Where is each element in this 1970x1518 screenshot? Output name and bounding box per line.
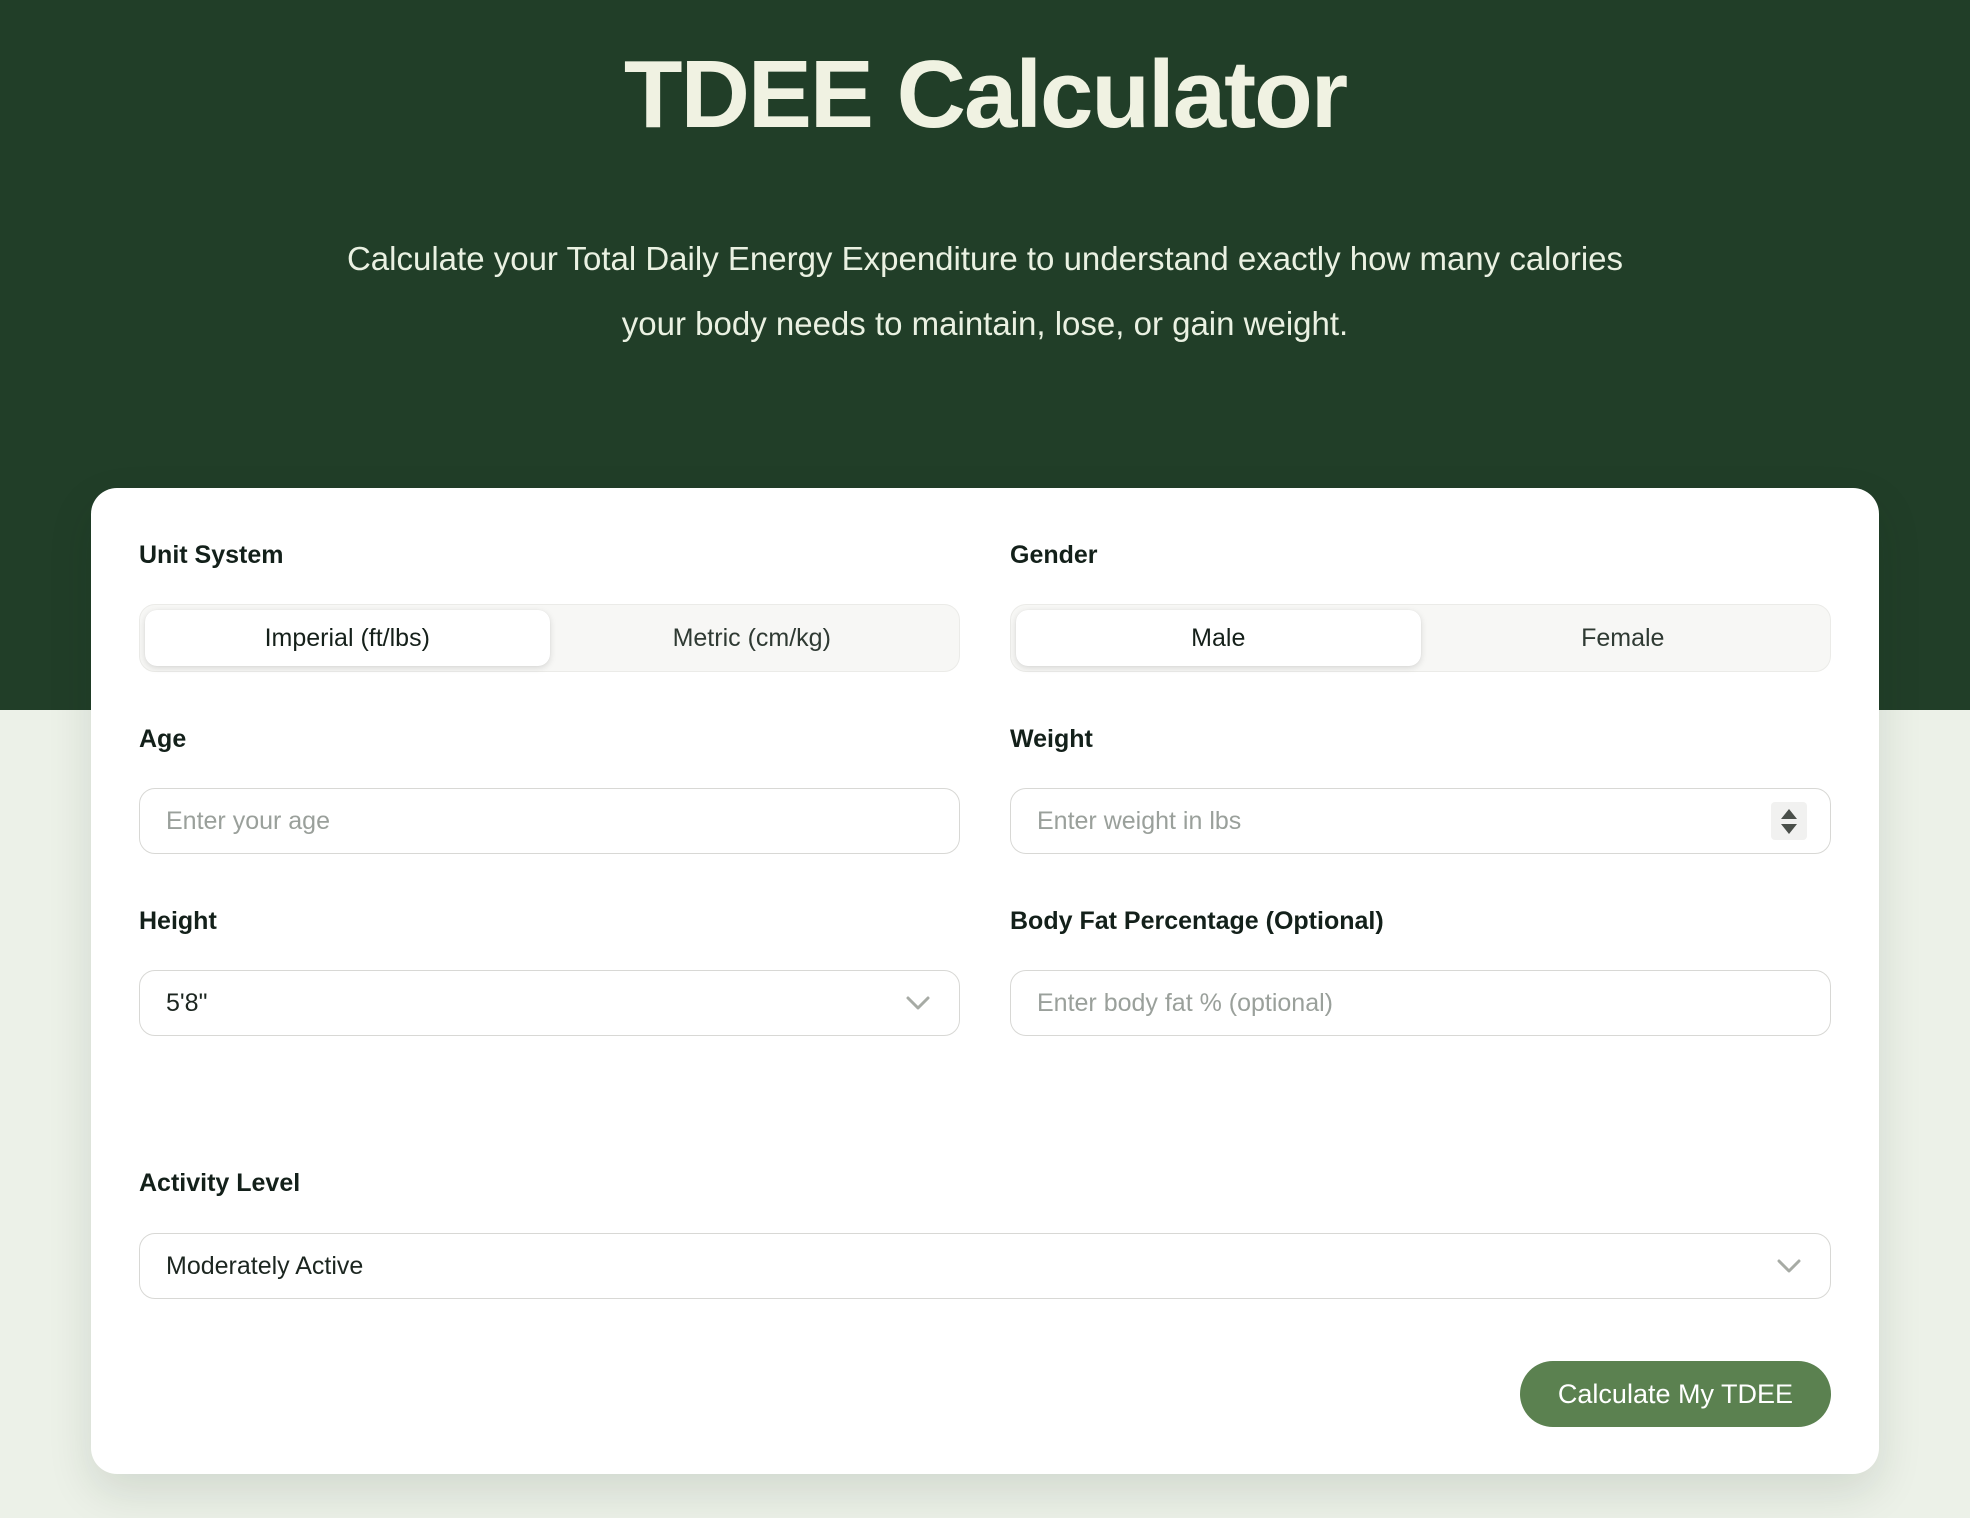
gender-label: Gender	[1010, 541, 1098, 569]
gender-group	[1010, 543, 1831, 672]
age-group	[139, 727, 960, 854]
height-select[interactable]	[139, 970, 960, 1036]
body-fat-input[interactable]	[1010, 970, 1831, 1036]
unit-system-group	[139, 543, 960, 672]
age-input[interactable]	[139, 788, 960, 854]
page-subtitle-line-1: Calculate your Total Daily Energy Expenditure to understand exactly how many calories	[346, 240, 1624, 277]
activity-level-label: Activity Level	[139, 1169, 301, 1197]
unit-system-option-imperial[interactable]	[145, 610, 550, 666]
page-subtitle	[0, 226, 1970, 356]
activity-level-select[interactable]	[139, 1233, 1831, 1299]
weight-label: Weight	[1010, 725, 1093, 753]
page-subtitle-line-2: your body needs to maintain, lose, or gain weight.	[621, 305, 1349, 342]
weight-group	[1010, 727, 1831, 854]
calculator-form-card	[91, 488, 1879, 1474]
form-actions	[139, 1361, 1831, 1427]
body-fat-label: Body Fat Percentage (Optional)	[1010, 907, 1384, 935]
weight-input[interactable]	[1010, 788, 1831, 854]
unit-system-option-metric[interactable]	[550, 610, 955, 666]
gender-option-female-label: Female	[1581, 623, 1665, 652]
gender-option-male[interactable]	[1016, 610, 1421, 666]
body-fat-group	[1010, 909, 1831, 1036]
age-label: Age	[139, 725, 187, 753]
gender-option-female[interactable]	[1421, 610, 1826, 666]
activity-level-select-value: Moderately Active	[166, 1251, 364, 1280]
gender-toggle	[1010, 604, 1831, 672]
chevron-down-icon	[903, 994, 933, 1012]
height-label: Height	[139, 907, 217, 935]
chevron-down-icon	[1774, 1257, 1804, 1275]
unit-system-label: Unit System	[139, 541, 284, 569]
page-title: TDEE Calculator	[623, 41, 1347, 148]
unit-system-toggle	[139, 604, 960, 672]
unit-system-option-imperial-label: Imperial (ft/lbs)	[264, 623, 430, 652]
activity-level-group	[139, 1171, 1831, 1299]
unit-system-option-metric-label: Metric (cm/kg)	[672, 623, 831, 652]
stepper-up-arrow-icon[interactable]	[1781, 809, 1797, 819]
height-group	[139, 909, 960, 1036]
weight-stepper[interactable]	[1771, 802, 1807, 840]
gender-option-male-label: Male	[1191, 623, 1246, 652]
height-select-value: 5'8"	[166, 988, 208, 1017]
stepper-down-arrow-icon[interactable]	[1781, 824, 1797, 834]
calculate-tdee-button[interactable]: Calculate My TDEE	[1520, 1361, 1831, 1427]
